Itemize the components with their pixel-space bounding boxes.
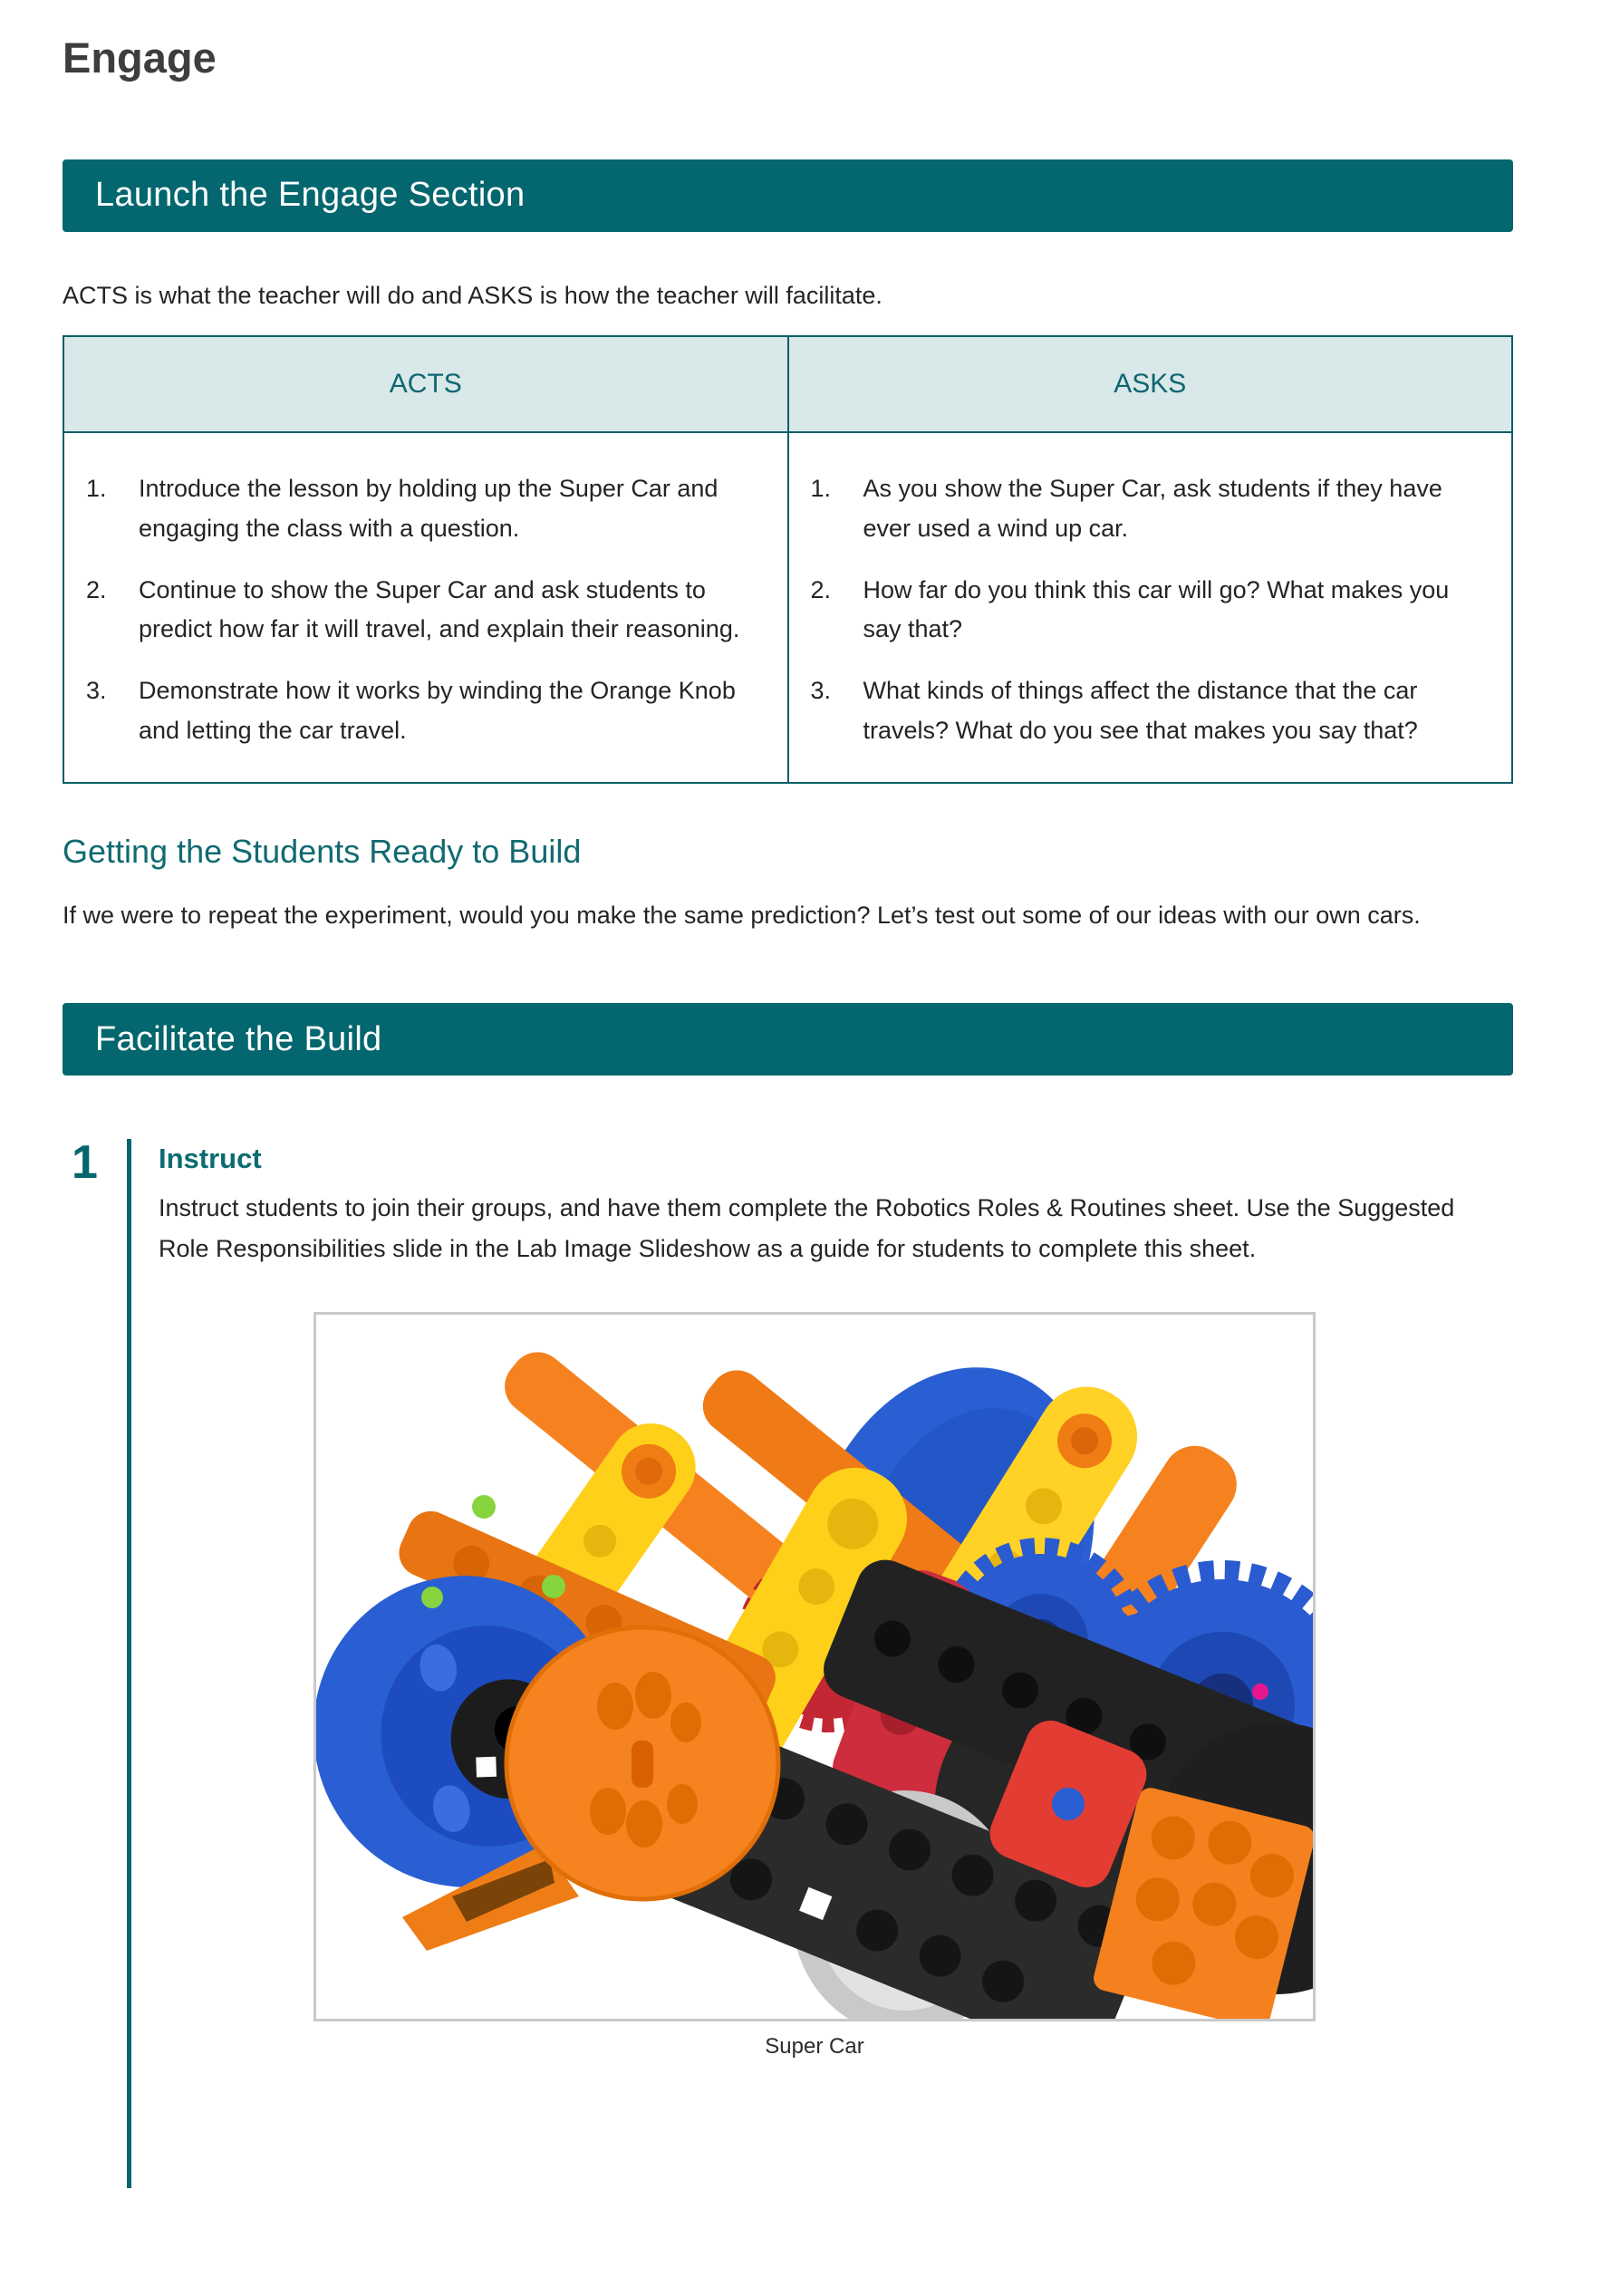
ready-to-build-heading: Getting the Students Ready to Build bbox=[63, 832, 582, 870]
list-item: Continue to show the Super Car and ask students to predict how far it will travel, and explain their reasoning. bbox=[139, 575, 740, 643]
step-instructions: Instruct students to join their groups, and have them complete the Robotics Roles & Routines sheet. Use the Suggested Role Responsibilities slide in the Lab Image Slideshow as a guide for students to complete this sheet. bbox=[159, 1194, 1455, 1263]
section-header-launch-label: Launch the Engage Section bbox=[95, 176, 526, 215]
acts-list bbox=[86, 469, 757, 750]
list-item: Demonstrate how it works by winding the Orange Knob and letting the car travel. bbox=[139, 677, 736, 744]
section-header-facilitate-label: Facilitate the Build bbox=[95, 1019, 382, 1058]
acts-asks-intro: ACTS is what the teacher will do and ASKS is how the teacher will facilitate. bbox=[63, 281, 882, 309]
section-header-facilitate bbox=[63, 1003, 1513, 1076]
list-item: What kinds of things affect the distance that the car travels? What do you see that makes you say that? bbox=[863, 677, 1418, 744]
acts-asks-table bbox=[63, 335, 1513, 783]
step-body bbox=[131, 1139, 1513, 2188]
super-car-figure bbox=[313, 1312, 1316, 2060]
list-item: How far do you think this car will go? What makes you say that? bbox=[863, 575, 1450, 643]
step-title: Instruct bbox=[159, 1143, 262, 1175]
section-header-launch bbox=[63, 159, 1513, 232]
ready-to-build-text: If we were to repeat the experiment, would you make the same prediction? Let’s test out some of our ideas with our own cars. bbox=[63, 901, 1421, 929]
acts-column-header: ACTS bbox=[63, 336, 788, 432]
super-car-illustration bbox=[316, 1315, 1313, 2019]
super-car-image bbox=[313, 1312, 1316, 2021]
list-item: Introduce the lesson by holding up the Super Car and engaging the class with a question. bbox=[139, 475, 718, 542]
step-1 bbox=[63, 1136, 1513, 2188]
page-title: Engage bbox=[63, 34, 217, 82]
list-item: As you show the Super Car, ask students if they have ever used a wind up car. bbox=[863, 475, 1442, 542]
super-car-caption: Super Car bbox=[765, 2033, 864, 2059]
asks-column-header: ASKS bbox=[788, 336, 1513, 432]
step-number: 1 bbox=[72, 1136, 98, 1190]
asks-cell bbox=[788, 432, 1513, 782]
asks-list bbox=[811, 469, 1481, 750]
acts-cell bbox=[63, 432, 788, 782]
